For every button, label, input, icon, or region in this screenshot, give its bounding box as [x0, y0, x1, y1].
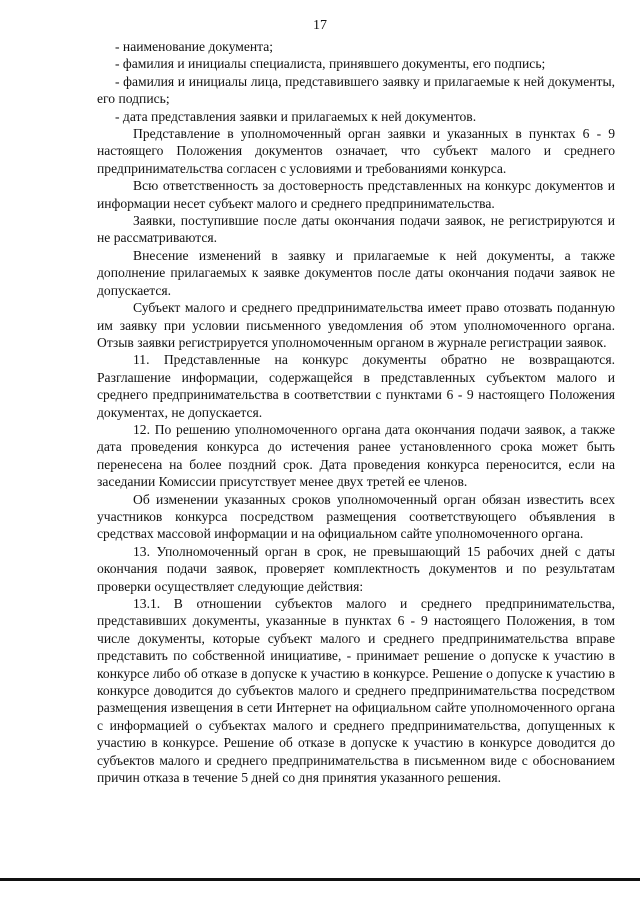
paragraph-notification: Об изменении указанных сроков уполномоченный орган обязан известить всех участников конкурса посредством размещения соответствующего объявления в средствах массовой информации и на официальном сайте уполномоченного органа.	[97, 491, 615, 542]
bottom-divider	[0, 878, 640, 881]
list-item-submission-date: - дата представления заявки и прилагаемых к ней документов.	[115, 108, 477, 124]
list-item-submitter-signature: - фамилия и инициалы лица, представившего заявку и прилагаемые к ней документы, его подпись;	[97, 73, 615, 107]
paragraph-submission-consent: Представление в уполномоченный орган заявки и указанных в пунктах 6 - 9 настоящего Положения документов означает, что субъект малого и среднего предпринимательства согласен с условиями и требованиями конкурса.	[97, 126, 615, 176]
list-item-document-name: - наименование документа;	[115, 39, 274, 54]
list-item-specialist-signature: - фамилия и инициалы специалиста, принявшего документы, его подпись;	[115, 56, 546, 72]
paragraph-no-changes: Внесение изменений в заявку и прилагаемые к ней документы, а также дополнение прилагаемых к заявке документов после даты окончания подачи заявок не допускается.	[97, 247, 615, 298]
paragraph-clause-13: 13. Уполномоченный орган в срок, не превышающий 15 рабочих дней с даты окончания подачи заявок, проверяет комплектность документов и по результатам проверки осуществляет следующие действия:	[97, 543, 615, 594]
paragraph-clause-13-1: 13.1. В отношении субъектов малого и среднего предпринимательства, представивших документы, указанные в пунктах 6 - 9 настоящего Положения, в том числе документы, которые субъект малого и среднего предпринимательства вправе представить по собственной инициативе, - принимает решение о допуске к участию в конкурсе либо об отказе в допуске к участию в конкурсе. Решение о допуске к участию в конкурсе доводится до субъектов малого и среднего предпринимательства посредством размещения извещения в сети Интернет на официальном сайте уполномоченного органа с информацией о субъектах малого и среднего предпринимательства, допущенных к участию в конкурсе. Решение об отказе в допуске к участию в конкурсе доводится до субъектов малого и среднего предпринимательства в письменном виде с обоснованием причин отказа в течение 5 дней со дня принятия указанного решения.	[97, 596, 615, 786]
page-number: 17	[313, 18, 327, 33]
paragraph-clause-12: 12. По решению уполномоченного органа дата окончания подачи заявок, а также дата проведения конкурса до истечения ранее установленного срока может быть перенесена на более поздний срок. Дата проведения конкурса переносится, если на заседании Комиссии присутствует менее двух третей ее членов.	[97, 421, 615, 490]
paragraph-late-applications: Заявки, поступившие после даты окончания подачи заявок, не регистрируются и не рассматриваются.	[97, 213, 615, 246]
document-body	[97, 38, 615, 786]
paragraph-responsibility: Всю ответственность за достоверность представленных на конкурс документов и информации несет субъект малого и среднего предпринимательства.	[97, 178, 615, 211]
paragraph-withdrawal: Субъект малого и среднего предпринимательства имеет право отозвать поданную им заявку при условии письменного уведомления об этом уполномоченного органа. Отзыв заявки регистрируется уполномоченным органом в журнале регистрации заявок.	[97, 300, 615, 350]
paragraph-clause-11: 11. Представленные на конкурс документы обратно не возвращаются. Разглашение информации, содержащейся в представленных субъектом малого и среднего предпринимательства в соответствии с пунктами 6 - 9 настоящего Положения документах, не допускается.	[97, 352, 615, 420]
